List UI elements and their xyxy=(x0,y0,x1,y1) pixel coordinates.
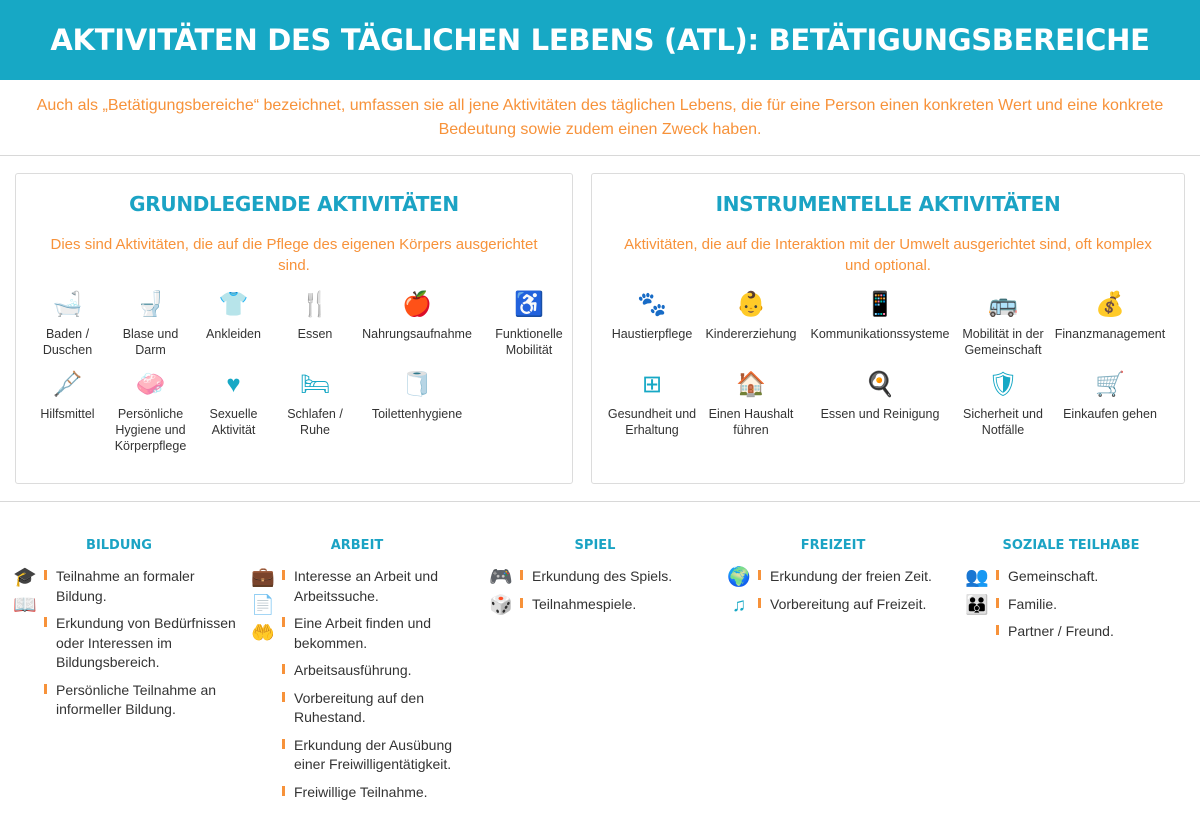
activity-label: Funktionelle Mobilität xyxy=(495,327,563,357)
briefcase-icon: 💼 xyxy=(251,567,275,588)
area-column xyxy=(0,538,238,810)
graduation-cap-icon: 🎓 xyxy=(13,567,37,588)
bus-icon: 🚌 xyxy=(988,291,1018,318)
activity-item xyxy=(275,370,355,454)
activity-item xyxy=(26,370,109,454)
list-item: Erkundung der freien Zeit. xyxy=(758,567,952,587)
activity-label: Haustierpflege xyxy=(611,327,693,341)
area-title: SOZIALE TEILHABE xyxy=(1002,538,1140,553)
activity-item xyxy=(702,290,800,358)
activity-item xyxy=(602,290,702,358)
wheelchair-icon: ♿ xyxy=(514,291,544,318)
utensils-icon: 🍴 xyxy=(300,291,330,318)
activity-label: Persönliche Hygiene und Körperpflege xyxy=(114,407,187,453)
area-body xyxy=(952,567,1190,650)
area-icons xyxy=(952,567,996,650)
house-icon: 🏠 xyxy=(736,371,766,398)
list-item: Persönliche Teilnahme an informeller Bildung. xyxy=(44,681,238,720)
cart-icon: 🛒 xyxy=(1095,371,1125,398)
area-title: ARBEIT xyxy=(330,538,384,553)
activity-label: Blase und Darm xyxy=(122,327,179,357)
area-column xyxy=(714,538,952,810)
area-body xyxy=(476,567,714,622)
mobile-icon: 📱 xyxy=(865,291,895,318)
hands-washing-icon: 🧼 xyxy=(135,371,166,398)
activity-item xyxy=(960,370,1046,438)
activity-item xyxy=(602,370,702,438)
area-icons xyxy=(714,567,758,622)
bathtub-icon: 🛁 xyxy=(52,291,83,318)
activity-item xyxy=(26,290,109,358)
activity-label: Gesundheit und Erhaltung xyxy=(607,407,697,437)
activity-label: Kommunikationssysteme xyxy=(810,327,950,341)
paw-icon: 🐾 xyxy=(637,291,667,318)
activity-item xyxy=(1046,290,1174,358)
activity-label: Sicherheit und Notfälle xyxy=(963,407,1043,437)
area-body xyxy=(714,567,952,622)
shirt-icon: 👕 xyxy=(218,291,249,318)
area-list xyxy=(282,567,476,810)
subtitle: Auch als „Betätigungsbereiche“ bezeichnet, umfassen sie all jene Aktivitäten des täglichen Lebens, die für eine Person einen konkreten Wert und eine konkrete Bedeutung sowie zudem einen Zweck haben. xyxy=(0,80,1200,156)
area-title: SPIEL xyxy=(574,538,616,553)
list-item: Arbeitsausführung. xyxy=(282,661,476,681)
area-column xyxy=(952,538,1190,810)
activity-label: Finanzmanagement xyxy=(1054,327,1166,341)
area-list xyxy=(758,567,952,622)
area-body xyxy=(0,567,238,728)
shield-icon: 🛡 xyxy=(987,371,1019,398)
list-item: Partner / Freund. xyxy=(996,622,1190,642)
activity-label: Einen Haushalt führen xyxy=(708,407,794,437)
kitchen-icon: 🍳 xyxy=(865,371,895,398)
hand-heart-icon: 🤲 xyxy=(251,623,275,644)
apple-icon: 🍎 xyxy=(402,291,432,318)
header xyxy=(0,0,1200,80)
area-title: FREIZEIT xyxy=(800,538,866,553)
activity-item xyxy=(960,290,1046,358)
area-icons xyxy=(476,567,520,622)
card-description: Aktivitäten, die auf die Interaktion mit der Umwelt ausgerichtet sind, oft komplex und optional. xyxy=(624,236,1152,274)
activity-item xyxy=(192,370,275,454)
activity-item xyxy=(800,370,960,438)
medkit-icon: ⊞ xyxy=(641,371,663,398)
card-title: GRUNDLEGENDE AKTIVITÄTEN xyxy=(129,192,459,216)
page-title: AKTIVITÄTEN DES TÄGLICHEN LEBENS (ATL): BETÄTIGUNGSBEREICHE xyxy=(50,23,1150,57)
list-item: Vorbereitung auf den Ruhestand. xyxy=(282,689,476,728)
activity-label: Kindererziehung xyxy=(705,327,797,341)
instrumental-activities-card xyxy=(591,173,1185,484)
area-title: BILDUNG xyxy=(86,538,152,553)
activity-label: Nahrungsaufnahme xyxy=(362,327,472,341)
list-item: Vorbereitung auf Freizeit. xyxy=(758,595,952,615)
activity-label: Toilettenhygiene xyxy=(371,407,463,421)
area-icons xyxy=(0,567,44,728)
card-description: Dies sind Aktivitäten, die auf die Pflege des eigenen Körpers ausgerichtet sind. xyxy=(50,236,538,274)
baby-carriage-icon: 👶 xyxy=(736,291,766,318)
document-icon: 📄 xyxy=(251,595,275,616)
area-column xyxy=(476,538,714,810)
list-item: Interesse an Arbeit und Arbeitssuche. xyxy=(282,567,476,606)
toilet-paper-icon: 🧻 xyxy=(402,371,432,398)
area-column xyxy=(238,538,476,810)
activity-label: Einkaufen gehen xyxy=(1063,407,1157,421)
activity-label: Essen und Reinigung xyxy=(820,407,940,421)
area-list xyxy=(996,567,1190,650)
gamepad-icon: 🎮 xyxy=(489,567,513,588)
coins-icon: 💰 xyxy=(1095,291,1125,318)
card-title: INSTRUMENTELLE AKTIVITÄTEN xyxy=(715,192,1061,216)
list-item: Eine Arbeit finden und bekommen. xyxy=(282,614,476,653)
list-item: Familie. xyxy=(996,595,1190,615)
activity-label: Schlafen / Ruhe xyxy=(287,407,343,437)
book-icon: 📖 xyxy=(13,595,37,616)
dice-icon: 🎲 xyxy=(489,595,513,616)
activity-item xyxy=(355,290,479,358)
people-group-icon: 👪 xyxy=(965,595,989,616)
area-list xyxy=(520,567,714,622)
activity-item xyxy=(192,290,275,358)
activity-label: Ankleiden xyxy=(206,327,261,341)
list-item: Teilnahmespiele. xyxy=(520,595,714,615)
basic-activities-card xyxy=(15,173,573,484)
activity-item xyxy=(275,290,355,358)
area-body xyxy=(238,567,476,810)
list-item: Erkundung des Spiels. xyxy=(520,567,714,587)
activity-item xyxy=(702,370,800,438)
music-icon: ♫ xyxy=(731,595,747,616)
list-item: Erkundung der Ausübung einer Freiwilligentätigkeit. xyxy=(282,736,476,775)
activity-label: Essen xyxy=(297,327,333,341)
activity-item xyxy=(800,290,960,358)
area-icons xyxy=(238,567,282,810)
list-item: Teilnahme an formaler Bildung. xyxy=(44,567,238,606)
activity-label: Mobilität in der Gemeinschaft xyxy=(962,327,1044,357)
activity-item xyxy=(1046,370,1174,438)
toilet-icon: 🚽 xyxy=(135,291,166,318)
heart-pulse-icon: ♥ xyxy=(226,371,241,398)
activity-label: Hilfsmittel xyxy=(40,407,95,421)
activity-label: Baden / Duschen xyxy=(42,327,93,357)
list-item: Gemeinschaft. xyxy=(996,567,1190,587)
activity-item xyxy=(355,370,479,454)
globe-icon: 🌍 xyxy=(727,567,751,588)
crutch-icon: 🩼 xyxy=(52,371,83,398)
list-item: Freiwillige Teilnahme. xyxy=(282,783,476,803)
activity-item xyxy=(109,370,192,454)
list-item: Erkundung von Bedürfnissen oder Interessen im Bildungsbereich. xyxy=(44,614,238,673)
users-icon: 👥 xyxy=(965,567,989,588)
area-list xyxy=(44,567,238,728)
activity-item xyxy=(479,290,579,358)
activity-label: Sexuelle Aktivität xyxy=(209,407,258,437)
activity-item xyxy=(109,290,192,358)
bed-icon: 🛏 xyxy=(299,371,331,398)
